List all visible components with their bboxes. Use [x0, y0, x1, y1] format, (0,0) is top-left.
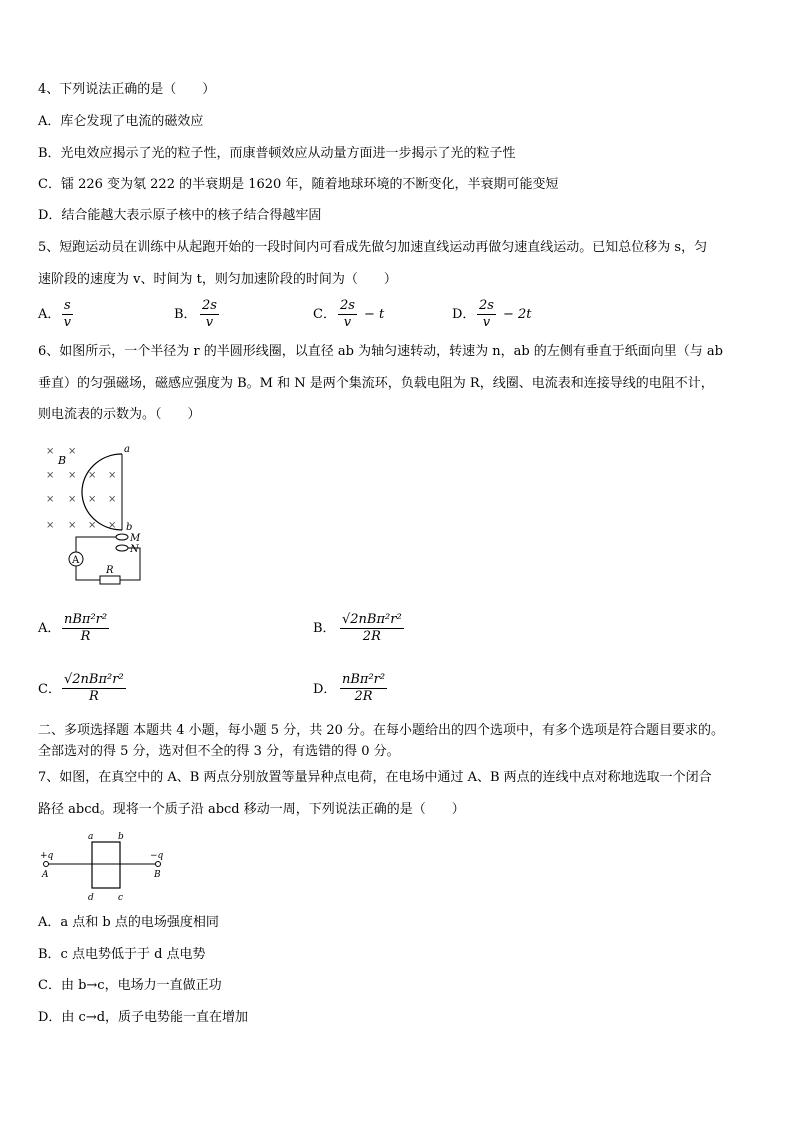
q6-circuit-figure [38, 440, 148, 590]
q7-option-d: D．由 c→d，质子电势能一直在增加 [38, 1010, 249, 1025]
q5-option-d-fraction [477, 298, 496, 331]
q7-stem-line1: 7、如图，在真空中的 A、B 两点分别放置等量异种点电荷，在电场中通过 A、B 两点的连线中点对称地选取一个闭合 [38, 770, 712, 785]
minus-q-label: −q [150, 851, 164, 861]
point-b-label: b [118, 832, 124, 842]
field-cross: × [46, 470, 55, 481]
q7-charge-figure [38, 830, 178, 905]
field-cross: × [108, 494, 117, 505]
q6-option-c-num: √2nBπ²r² [64, 672, 124, 687]
q5-option-a-label: A． [38, 307, 61, 322]
point-a-label: a [124, 444, 130, 455]
q6-option-a-label: A． [38, 621, 61, 636]
field-cross: × [88, 470, 97, 481]
q7-option-c: C．由 b→c，电场力一直做正功 [38, 978, 222, 993]
q6-option-b-num: √2nBπ²r² [342, 612, 402, 627]
field-cross: × [88, 520, 97, 531]
q6-option-d-num: nBπ²r² [342, 672, 386, 687]
q4-option-a: A．库仑发现了电流的磁效应 [38, 114, 204, 129]
q6-option-c-den: R [88, 689, 99, 704]
q6-option-d-den: 2R [354, 689, 373, 704]
ring-n-label: N [130, 544, 139, 555]
q6-option-d-fraction [340, 672, 387, 705]
collector-ring-m [116, 534, 128, 540]
field-cross: × [68, 446, 77, 457]
q5-stem-line1: 5、短跑运动员在训练中从起跑开始的一段时间内可看成先做匀加速直线运动再做匀速直线运动。已知总位移为 s，匀 [38, 240, 708, 255]
q5-option-d-num: 2s [479, 298, 494, 313]
q5-option-c-tail: − t [364, 307, 385, 322]
q5-option-b-label: B． [174, 307, 197, 322]
charge-b-label: B [154, 870, 161, 880]
q5-option-d-label: D． [452, 307, 476, 322]
collector-ring-n [116, 545, 128, 551]
q6-option-a-num: nBπ²r² [64, 612, 108, 627]
q5-option-d-den: v [482, 315, 491, 330]
semicircle-coil [82, 454, 122, 530]
ring-m-label: M [130, 533, 141, 544]
section2-line2: 全部选对的得 5 分，选对但不全的得 3 分，有选错的得 0 分。 [38, 744, 400, 759]
point-b-label: b [126, 522, 133, 533]
q5-option-b-fraction [200, 298, 219, 331]
q6-option-c-fraction [62, 672, 126, 705]
q5-option-b-num: 2s [202, 298, 217, 313]
field-cross: × [46, 446, 55, 457]
q7-stem-line2: 路径 abcd。现将一个质子沿 abcd 移动一周，下列说法正确的是（ ） [38, 802, 465, 817]
charge-a-label: A [42, 870, 49, 880]
field-label-b: B [58, 454, 67, 467]
q6-option-a-fraction [62, 612, 109, 645]
q5-option-d-tail: − 2t [503, 307, 532, 322]
q6-option-b-label: B． [313, 621, 336, 636]
q5-option-a-num: s [64, 298, 71, 313]
q6-stem-line2: 垂直）的匀强磁场，磁感应强度为 B。M 和 N 是两个集流环，负载电阻为 R，线圈、电流表和连接导线的电阻不计， [38, 376, 714, 391]
field-cross: × [88, 494, 97, 505]
charge-a-point [44, 862, 49, 867]
q6-option-c-label: C． [38, 682, 61, 697]
field-cross: × [108, 470, 117, 481]
q5-option-b-den: v [205, 315, 214, 330]
path-abcd [92, 842, 120, 888]
plus-q-label: +q [40, 851, 54, 861]
q6-option-a-den: R [80, 629, 91, 644]
q4-option-d: D．结合能越大表示原子核中的核子结合得越牢固 [38, 208, 322, 223]
q5-option-c-num: 2s [340, 298, 355, 313]
q5-option-c-label: C． [313, 307, 336, 322]
q6-stem-line1: 6、如图所示，一个半径为 r 的半圆形线圈，以直径 ab 为轴匀速转动，转速为 n，ab 的左侧有垂直于纸面向里（与 ab [38, 344, 724, 359]
q6-option-b-den: 2R [362, 629, 381, 644]
point-a-label: a [88, 832, 94, 842]
charge-b-point [156, 862, 161, 867]
wire-left [76, 566, 100, 580]
resistor-r [100, 576, 120, 584]
q7-option-b: B．c 点电势低于于 d 点电势 [38, 947, 206, 962]
resistor-label: R [106, 565, 114, 576]
q4-option-b: B．光电效应揭示了光的粒子性，而康普顿效应从动量方面进一步揭示了光的粒子性 [38, 146, 516, 161]
field-cross: × [46, 520, 55, 531]
field-cross: × [108, 520, 117, 531]
q5-option-c-fraction [338, 298, 357, 331]
wire-top [76, 537, 116, 552]
section2-line1: 二、多项选择题 本题共 4 小题，每小题 5 分，共 20 分。在每小题给出的四个选项中，有多个选项是符合题目要求的。 [38, 723, 725, 738]
field-cross: × [68, 470, 77, 481]
field-cross: × [68, 520, 77, 531]
field-cross: × [46, 494, 55, 505]
q5-stem-line2: 速阶段的速度为 v、时间为 t，则匀加速阶段的时间为（ ） [38, 272, 397, 287]
q4-option-c: C．镭 226 变为氡 222 的半衰期是 1620 年，随着地球环境的不断变化，半衰期可能变短 [38, 177, 559, 192]
point-d-label: d [88, 893, 94, 903]
q4-stem: 4、下列说法正确的是（ ） [38, 82, 216, 97]
q5-option-a-den: v [63, 315, 72, 330]
q7-option-a: A．a 点和 b 点的电场强度相同 [38, 915, 219, 930]
ammeter-label: A [72, 555, 80, 566]
q6-option-d-label: D． [313, 682, 337, 697]
point-c-label: c [118, 893, 124, 903]
q6-option-b-fraction [340, 612, 404, 645]
q6-stem-line3: 则电流表的示数为。（ ） [38, 407, 201, 422]
field-cross: × [68, 494, 77, 505]
q5-option-a-fraction [62, 298, 73, 331]
q5-option-c-den: v [343, 315, 352, 330]
